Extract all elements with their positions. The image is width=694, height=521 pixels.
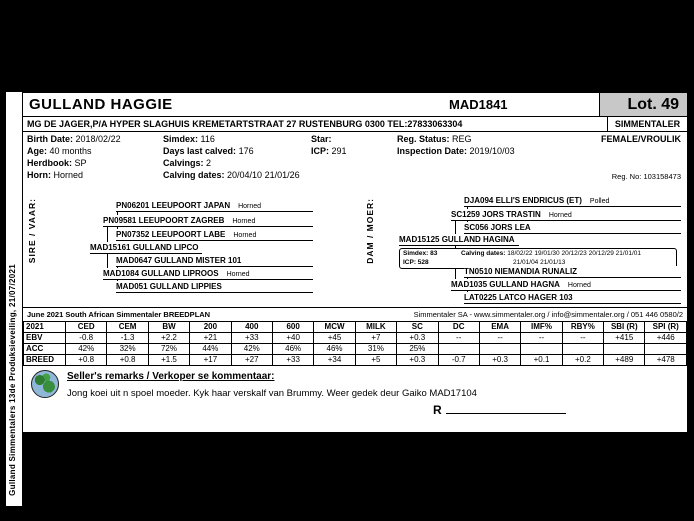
dam-dam: MAD1035 GULLAND HAGNA Horned: [451, 279, 681, 291]
acc-cell: [562, 344, 603, 355]
column-header: CEM: [107, 322, 148, 333]
horn-status: Horn: Horned: [27, 170, 84, 180]
side-strip: [6, 92, 22, 506]
price-field: [433, 403, 566, 417]
column-header: 2021: [24, 322, 66, 333]
column-header: MILK: [355, 322, 396, 333]
breed-cell: +0.1: [521, 355, 562, 366]
acc-cell: [645, 344, 687, 355]
lot-badge: Lot. 49: [599, 93, 687, 116]
breedplan-title: June 2021 South African Simmentaler BREEDPLAN: [27, 310, 211, 319]
acc-row: [24, 344, 687, 355]
sire-dam-sire: MAD0647 GULLAND MISTER 101: [116, 255, 313, 267]
acc-cell: [521, 344, 562, 355]
dam-sire-dam: SC056 JORS LEA: [464, 222, 681, 234]
animal-name: GULLAND HAGGIE: [29, 96, 173, 113]
breed-cell: +0.8: [107, 355, 148, 366]
acc-cell: 72%: [148, 344, 189, 355]
breedplan-contact: Simmentaler SA - www.simmentaler.org / info@simmentaler.org / 051 446 0580/2: [413, 310, 683, 319]
row-label: BREED: [24, 355, 66, 366]
breed-cell: +34: [314, 355, 355, 366]
ebv-cell: +33: [231, 333, 272, 344]
ebv-cell: --: [562, 333, 603, 344]
ebv-cell: -1.3: [107, 333, 148, 344]
column-header: IMF%: [521, 322, 562, 333]
sire-dam-dam: MAD051 GULLAND LIPPIES: [116, 281, 313, 293]
strip-title: Gulland Simmentalers 13de Produksieveiling, 21/07/2021: [8, 264, 17, 496]
breed-cell: +5: [355, 355, 396, 366]
seller-address: MG DE JAGER,P/A HYPER SLAGHUIS KREMETARTSTRAAT 27 RUSTENBURG 0300 TEL:27833063304: [27, 119, 463, 129]
breed-label: SIMMENTALER: [607, 117, 687, 131]
column-header: MCW: [314, 322, 355, 333]
address-row: [23, 117, 687, 132]
ebv-cell: --: [438, 333, 479, 344]
ebv-cell: --: [521, 333, 562, 344]
dam-calving-dates-1: Calving dates: 18/02/22 19/01/30 20/12/23 20/12/29 21/01/01: [461, 250, 641, 257]
dam-dam-dam: LAT0225 LATCO HAGER 103: [464, 292, 681, 304]
breedplan-header-row: [24, 322, 687, 333]
days-last-calved: Days last calved: 176: [163, 146, 254, 156]
column-header: SBI (R): [604, 322, 645, 333]
acc-cell: 46%: [314, 344, 355, 355]
reg-no: Reg. No: 103158473: [611, 172, 681, 181]
dam-sire: SC1259 JORS TRASTIN Horned: [451, 209, 681, 221]
breed-cell: +0.8: [66, 355, 107, 366]
ebv-cell: --: [479, 333, 520, 344]
globe-logo-icon: [31, 370, 59, 398]
breed-cell: +0.2: [562, 355, 603, 366]
acc-cell: [604, 344, 645, 355]
animal-id: MAD1841: [449, 97, 508, 112]
pedigree-section: [23, 184, 687, 308]
remarks-title: Seller's remarks / Verkoper se kommentaar:: [67, 371, 275, 382]
calvings: Calvings: 2: [163, 158, 212, 168]
breed-cell: -0.7: [438, 355, 479, 366]
sire-dam: MAD1084 GULLAND LIPROOS Horned: [103, 268, 313, 280]
acc-cell: 31%: [355, 344, 396, 355]
breed-cell: +1.5: [148, 355, 189, 366]
acc-cell: 42%: [66, 344, 107, 355]
column-header: SC: [397, 322, 438, 333]
breed-cell: +489: [604, 355, 645, 366]
breed-cell: +33: [272, 355, 313, 366]
column-header: BW: [148, 322, 189, 333]
ebv-cell: +21: [190, 333, 231, 344]
column-header: DC: [438, 322, 479, 333]
ebv-row: [24, 333, 687, 344]
title-row: [23, 93, 687, 117]
price-line: [446, 403, 566, 414]
dam-calving-dates-2: 21/01/04 21/01/13: [513, 258, 566, 266]
ebv-cell: +2.2: [148, 333, 189, 344]
acc-cell: [438, 344, 479, 355]
dam-simdex: Simdex: 83: [403, 250, 438, 257]
dam-dam-sire: TN0510 NIEMANDIA RUNALIZ: [464, 266, 681, 278]
birth-date: Birth Date: 2018/02/22: [27, 134, 121, 144]
breed-row: [24, 355, 687, 366]
simdex: Simdex: 116: [163, 134, 215, 144]
dam-sire-sire: DJA094 ELLI'S ENDRICUS (ET) Polled: [464, 195, 681, 207]
breedplan-header: [23, 308, 687, 321]
remarks-text: Jong koei uit n spoel moeder. Kyk haar verskalf van Brummy. Weer gedek deur Gaiko MAD17104: [67, 388, 477, 399]
column-header: 600: [272, 322, 313, 333]
star: Star:: [311, 134, 332, 144]
ebv-cell: +7: [355, 333, 396, 344]
breed-cell: +17: [190, 355, 231, 366]
sire-sire-sire: PN06201 LEEUPOORT JAPAN Horned: [116, 200, 313, 212]
ebv-cell: -0.8: [66, 333, 107, 344]
column-header: 400: [231, 322, 272, 333]
breed-cell: +0.3: [479, 355, 520, 366]
acc-cell: 46%: [272, 344, 313, 355]
price-label: R: [433, 403, 442, 417]
sire-sire: PN09581 LEEUPOORT ZAGREB Horned: [103, 215, 313, 227]
catalog-card: [22, 92, 688, 433]
sire-name: MAD15161 GULLAND LIPCO: [90, 242, 202, 254]
dam-icp: ICP: 528: [403, 258, 429, 266]
ebv-cell: +0.3: [397, 333, 438, 344]
column-header: 200: [190, 322, 231, 333]
acc-cell: 32%: [107, 344, 148, 355]
herdbook: Herdbook: SP: [27, 158, 87, 168]
row-label: EBV: [24, 333, 66, 344]
sire-sire-dam: PN07352 LEEUPOORT LABE Horned: [116, 229, 313, 241]
column-header: CED: [66, 322, 107, 333]
breedplan-table: [23, 321, 687, 366]
info-block: [23, 132, 687, 184]
ebv-cell: +45: [314, 333, 355, 344]
reg-status: Reg. Status: REG: [397, 134, 472, 144]
dam-name: MAD15125 GULLAND HAGINA: [399, 234, 519, 246]
row-label: ACC: [24, 344, 66, 355]
column-header: SPI (R): [645, 322, 687, 333]
breed-cell: +478: [645, 355, 687, 366]
remarks-section: [23, 366, 687, 432]
column-header: EMA: [479, 322, 520, 333]
acc-cell: 44%: [190, 344, 231, 355]
acc-cell: 42%: [231, 344, 272, 355]
inspection-date: Inspection Date: 2019/10/03: [397, 146, 515, 156]
dam-axis-label: DAM / MOER:: [365, 198, 375, 264]
breed-cell: +0.3: [397, 355, 438, 366]
age: Age: 40 months: [27, 146, 92, 156]
acc-cell: [479, 344, 520, 355]
sire-axis-label: SIRE / VAAR:: [27, 198, 37, 264]
acc-cell: 25%: [397, 344, 438, 355]
sex-label: FEMALE/VROULIK: [601, 134, 681, 144]
icp: ICP: 291: [311, 146, 347, 156]
calving-dates: Calving dates: 20/04/10 21/01/26: [163, 170, 300, 180]
ebv-cell: +40: [272, 333, 313, 344]
column-header: RBY%: [562, 322, 603, 333]
breed-cell: +27: [231, 355, 272, 366]
ebv-cell: +415: [604, 333, 645, 344]
ebv-cell: +446: [645, 333, 687, 344]
